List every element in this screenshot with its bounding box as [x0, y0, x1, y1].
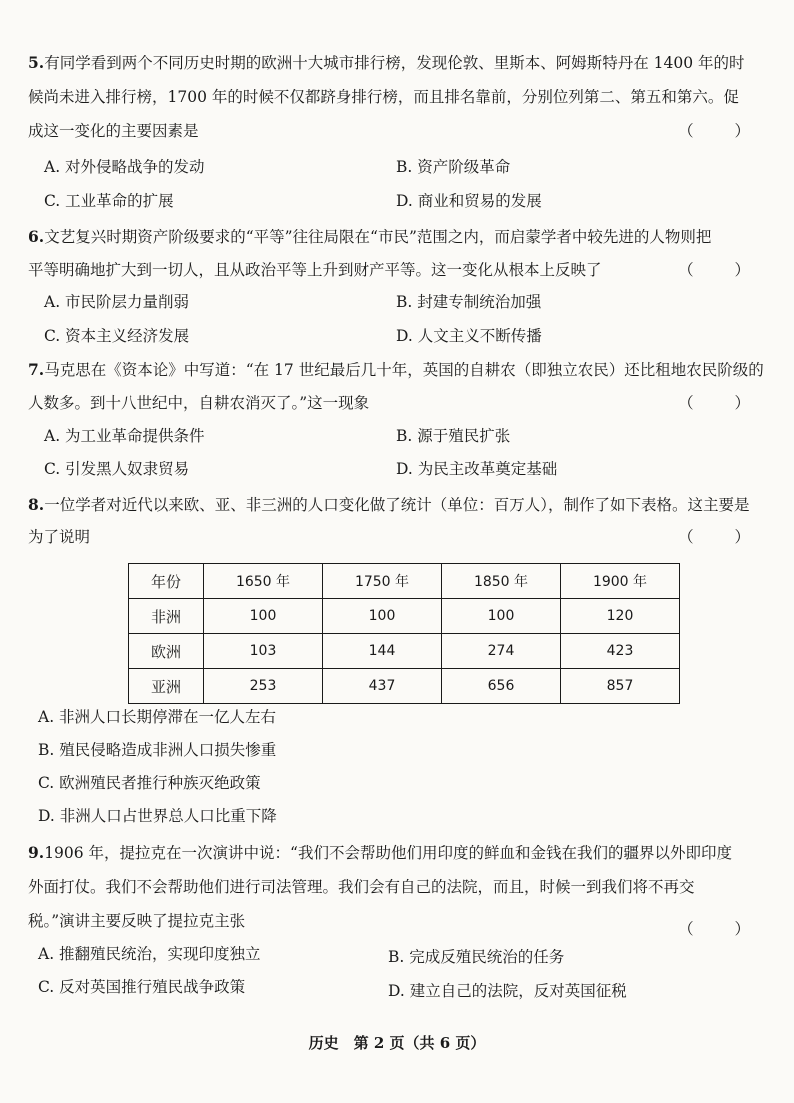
- q8-option-c: C. 欧洲殖民者推行种族灭绝政策: [38, 774, 261, 792]
- table-cell: 120: [561, 599, 680, 634]
- table-cell: 274: [442, 634, 561, 669]
- table-cell: 亚洲: [129, 669, 204, 704]
- q9-line-2: 外面打仗。我们不会帮助他们进行司法管理。我们会有自己的法院，而且，时候一到我们将不再交: [28, 878, 695, 896]
- q7-option-c: C. 引发黑人奴隶贸易: [44, 460, 190, 478]
- q8-answer-paren: （ ）: [678, 528, 768, 546]
- q5-option-d: D. 商业和贸易的发展: [396, 192, 542, 210]
- table-cell: 100: [442, 599, 561, 634]
- table-row: [129, 634, 680, 669]
- q6-option-b: B. 封建专制统治加强: [396, 293, 542, 311]
- table-cell: 非洲: [129, 599, 204, 634]
- header-cell: 1750 年: [323, 564, 442, 599]
- q6-line-2: [28, 259, 768, 281]
- q7-option-a: A. 为工业革命提供条件: [44, 427, 205, 445]
- q7-line-1: [28, 359, 768, 381]
- q5-line-3: [28, 120, 768, 142]
- table-header-row: [129, 564, 680, 599]
- q8-stem-end: 为了说明: [28, 528, 91, 546]
- q9-number: 9.: [28, 843, 45, 862]
- q5-option-c: C. 工业革命的扩展: [44, 192, 174, 210]
- population-table: [128, 563, 680, 704]
- q8-option-d: D. 非洲人口占世界总人口比重下降: [38, 807, 277, 825]
- q6-text: 文艺复兴时期资产阶级要求的“平等”往往局限在“市民”范围之内，而启蒙学者中较先进的人物则把: [44, 228, 712, 246]
- q5-stem-end: 成这一变化的主要因素是: [28, 122, 199, 140]
- table-cell: 423: [561, 634, 680, 669]
- q5-option-b: B. 资产阶级革命: [396, 158, 511, 176]
- q5-answer-paren: （ ）: [678, 122, 768, 140]
- q6-line-1: [28, 226, 768, 248]
- header-cell: 1650 年: [204, 564, 323, 599]
- table-cell: 103: [204, 634, 323, 669]
- table-cell: 欧洲: [129, 634, 204, 669]
- q5-line-2: 候尚未进入排行榜，1700 年的时候不仅都跻身排行榜，而且排名靠前，分别位列第二、第五和第六。促: [28, 88, 739, 106]
- q8-number: 8.: [28, 495, 45, 514]
- q6-option-a: A. 市民阶层力量削弱: [44, 293, 190, 311]
- q5-text: 有同学看到两个不同历史时期的欧洲十大城市排行榜，发现伦敦、里斯本、阿姆斯特丹在 1400 年的时: [44, 54, 745, 72]
- q9-stem-end: 税。”演讲主要反映了提拉克主张: [28, 912, 246, 930]
- q8-option-a: A. 非洲人口长期停滞在一亿人左右: [38, 708, 277, 726]
- table-cell: 656: [442, 669, 561, 704]
- q7-line-2: [28, 392, 768, 414]
- q7-text: 马克思在《资本论》中写道：“在 17 世纪最后几十年，英国的自耕农（即独立农民）还比租地农民阶级的: [44, 361, 764, 379]
- q8-text: 一位学者对近代以来欧、亚、非三洲的人口变化做了统计（单位：百万人），制作了如下表格。这主要是: [44, 496, 750, 514]
- table-row: [129, 669, 680, 704]
- q9-option-c: C. 反对英国推行殖民战争政策: [38, 978, 246, 996]
- header-cell: 1900 年: [561, 564, 680, 599]
- q8-line-2: [28, 526, 768, 548]
- q6-option-d: D. 人文主义不断传播: [396, 327, 542, 345]
- q6-stem-end: 平等明确地扩大到一切人，且从政治平等上升到财产平等。这一变化从根本上反映了: [28, 261, 602, 279]
- q7-option-b: B. 源于殖民扩张: [396, 427, 511, 445]
- header-cell: 年份: [129, 564, 204, 599]
- q7-option-d: D. 为民主改革奠定基础: [396, 460, 558, 478]
- table-cell: 100: [204, 599, 323, 634]
- table-cell: 437: [323, 669, 442, 704]
- q8-line-1: [28, 494, 768, 516]
- q5-line-1: [28, 52, 768, 74]
- q9-option-d: D. 建立自己的法院，反对英国征税: [388, 982, 627, 1000]
- q6-option-c: C. 资本主义经济发展: [44, 327, 190, 345]
- q9-answer-paren: （ ）: [678, 920, 768, 938]
- table-cell: 253: [204, 669, 323, 704]
- table-cell: 857: [561, 669, 680, 704]
- q9-line-1: [28, 842, 768, 864]
- table-row: [129, 599, 680, 634]
- page-footer: 历史 第 2 页（共 6 页）: [308, 1034, 486, 1052]
- q9-line-3: [28, 910, 768, 938]
- q6-number: 6.: [28, 227, 45, 246]
- q8-option-b: B. 殖民侵略造成非洲人口损失惨重: [38, 741, 277, 759]
- q5-number: 5.: [28, 53, 45, 72]
- q5-option-a: A. 对外侵略战争的发动: [44, 158, 205, 176]
- q7-stem-end: 人数多。到十八世纪中，自耕农消灭了。”这一现象: [28, 394, 370, 412]
- header-cell: 1850 年: [442, 564, 561, 599]
- q6-answer-paren: （ ）: [678, 261, 768, 279]
- q9-text: 1906 年，提拉克在一次演讲中说：“我们不会帮助他们用印度的鲜血和金钱在我们的疆界以外即印度: [44, 844, 732, 862]
- table-cell: 100: [323, 599, 442, 634]
- q7-answer-paren: （ ）: [678, 394, 768, 412]
- q7-number: 7.: [28, 360, 45, 379]
- table-cell: 144: [323, 634, 442, 669]
- q9-option-a: A. 推翻殖民统治，实现印度独立: [38, 945, 261, 963]
- q9-option-b: B. 完成反殖民统治的任务: [388, 948, 565, 966]
